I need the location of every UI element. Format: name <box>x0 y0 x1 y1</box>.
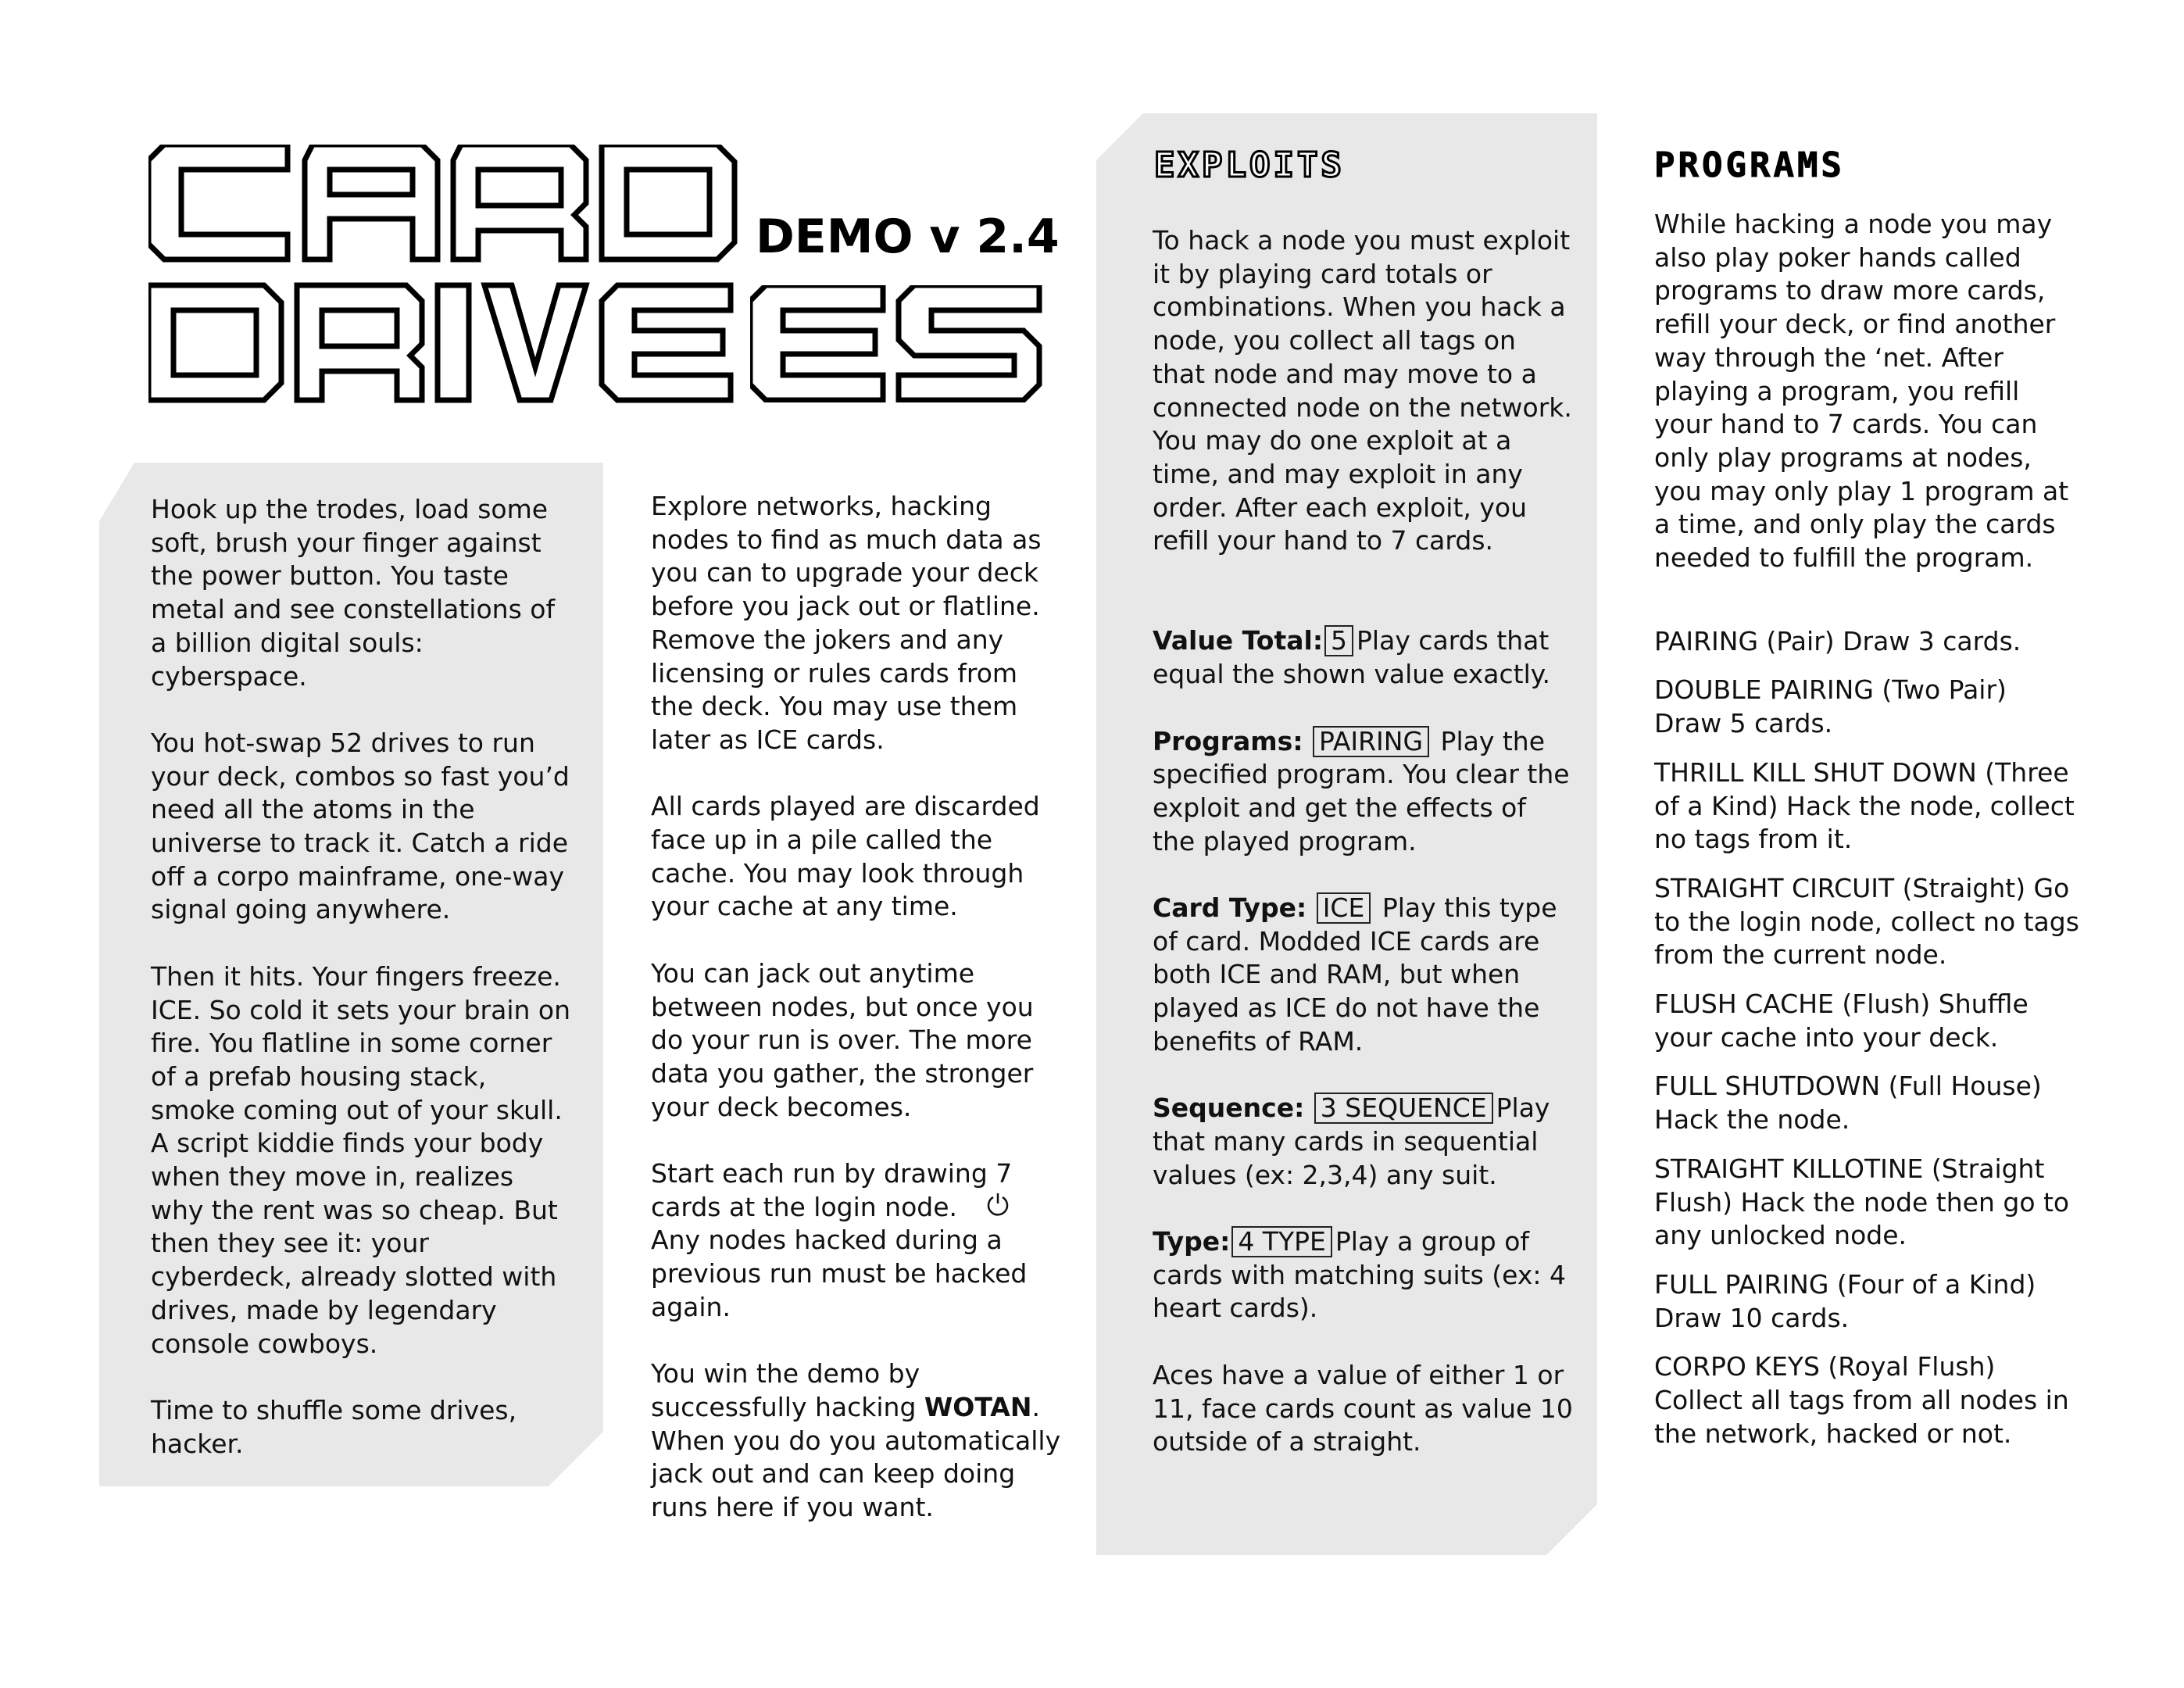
exploits-footer: Aces have a value of either 1 or 11, face cards count as value 10 outside of a straight. <box>1153 1359 1573 1457</box>
version-label: DEMO v 2.4 <box>756 209 1060 264</box>
exploit-item <box>1153 892 1575 1059</box>
win-text-end: . When you do you automatically jack out and can keep doing runs here if you want. <box>651 1391 1061 1523</box>
intro-paragraph: You hot-swap 52 drives to run your deck, combos so fast you’d need all the atoms in the universe to track it. Catch a ride off a corpo mainframe, one-way signal going anywhere. <box>151 727 570 925</box>
power-icon <box>985 1191 1011 1218</box>
programs-heading <box>1654 148 1982 183</box>
exploit-item <box>1153 1225 1575 1325</box>
program-item: CORPO KEYS (Royal Flush) Collect all tags from all nodes in the network, hacked or not. <box>1654 1351 2069 1449</box>
exploit-text: Play a group of cards with matching suits (ex: 4 heart cards). <box>1153 1226 1566 1324</box>
rules-paragraph <box>651 1157 1065 1325</box>
exploit-text: Play that many cards in sequential values (ex: 2,3,4) any suit. <box>1153 1093 1550 1190</box>
win-text: You win the demo by successfully hacking <box>651 1358 920 1422</box>
program-item: STRAIGHT KILLOTINE (Straight Flush) Hack the node then go to any unlocked node. <box>1654 1153 2070 1251</box>
intro-paragraph: Then it hits. Your fingers freeze. ICE. So cold it sets your brain on fire. You flatline in some corner of a prefab housing stack, smoke coming out of your skull. A script kiddie finds your body when they move in, realizes why the rent was so cheap. But then they see it: your cyberdeck, already slotted with drives, made by legendary console cowboys. <box>151 960 570 1359</box>
program-item: FLUSH CACHE (Flush) Shuffle your cache into your deck. <box>1654 989 2029 1053</box>
intro-paragraph: Time to shuffle some drives, hacker. <box>151 1394 517 1459</box>
exploit-tag: 3 SEQUENCE <box>1314 1093 1493 1124</box>
program-item: PAIRING (Pair) Draw 3 cards. <box>1654 625 2021 656</box>
intro-column <box>151 493 573 1461</box>
exploit-label: Programs: <box>1153 725 1303 756</box>
rules-paragraph: Explore networks, hacking nodes to find as much data as you can to upgrade your deck before you jack out or flatline. Remove the jokers and any licensing or rules cards from the deck. You may use them later as ICE cards. <box>651 491 1042 755</box>
exploit-label: Sequence: <box>1153 1093 1305 1124</box>
rules-column <box>651 490 1065 1525</box>
exploit-tag: 5 <box>1324 625 1353 656</box>
exploit-list <box>1153 624 1575 1459</box>
program-item: DOUBLE PAIRING (Two Pair) Draw 5 cards. <box>1654 674 2007 739</box>
program-item: FULL SHUTDOWN (Full House) Hack the node. <box>1654 1071 2042 1135</box>
program-item: STRAIGHT CIRCUIT (Straight) Go to the login node, collect no tags from the current node. <box>1654 872 2079 971</box>
login-text: Start each run by drawing 7 cards at the login node. <box>651 1158 1013 1222</box>
exploit-label: Card Type: <box>1153 892 1307 924</box>
exploit-text: Play this type of card. Modded ICE cards are both ICE and RAM, but when played as ICE do not have the benefits of RAM. <box>1153 892 1557 1057</box>
rules-paragraph: You can jack out anytime between nodes, but once you do your run is over. The more data you gather, the stronger your deck becomes. <box>651 957 1034 1122</box>
card-drives-logo <box>148 145 742 410</box>
exploit-text: Play the specified program. You clear the exploit and get the effects of the played program. <box>1153 725 1570 857</box>
exploit-label: Type: <box>1153 1226 1231 1257</box>
programs-heading-text: PROGRAMS <box>1654 148 1845 183</box>
programs-column <box>1654 208 2080 1467</box>
exploit-tag: 4 TYPE <box>1231 1226 1332 1257</box>
exploit-item <box>1153 725 1575 859</box>
exploit-text: Play cards that equal the shown value exactly. <box>1153 625 1551 690</box>
exploits-column <box>1153 224 1575 1459</box>
wotan-name: WOTAN <box>924 1391 1032 1422</box>
exploits-heading <box>1154 148 1451 183</box>
program-item: FULL PAIRING (Four of a Kind) Draw 10 cards. <box>1654 1268 2036 1333</box>
drives-logo-tail <box>750 285 1047 402</box>
exploit-label: Value Total: <box>1153 625 1324 656</box>
exploits-intro: To hack a node you must exploit it by playing card totals or combinations. When you hack a node, you collect all tags on that node and may move to a connected node on the network. You may do one exploit at a time, and may exploit in any order. After each exploit, you refill your hand to 7 cards. <box>1153 225 1572 556</box>
rules-paragraph <box>651 1357 1065 1525</box>
intro-paragraph: Hook up the trodes, load some soft, brush your finger against the power button. You taste metal and see constellations of a billion digital souls: cyberspace. <box>151 494 556 692</box>
program-item: THRILL KILL SHUT DOWN (Three of a Kind) Hack the node, collect no tags from it. <box>1654 756 2075 855</box>
exploit-item <box>1153 1092 1575 1192</box>
programs-intro: While hacking a node you may also play poker hands called programs to draw more cards, refill your deck, or find another way through the ‘net. After playing a program, you refill your hand to 7 cards. You can only play programs at nodes, you may only play 1 program at a time, and only play the cards needed to fulfill the program. <box>1654 209 2069 574</box>
exploits-heading-text: EXPLOITS <box>1154 148 1345 183</box>
exploit-tag: PAIRING <box>1313 726 1429 757</box>
rehack-text: Any nodes hacked during a previous run must be hacked again. <box>651 1225 1028 1322</box>
rules-paragraph: All cards played are discarded face up in a pile called the cache. You may look through your cache at any time. <box>651 791 1040 922</box>
exploit-item <box>1153 624 1575 691</box>
exploit-tag: ICE <box>1317 892 1371 924</box>
